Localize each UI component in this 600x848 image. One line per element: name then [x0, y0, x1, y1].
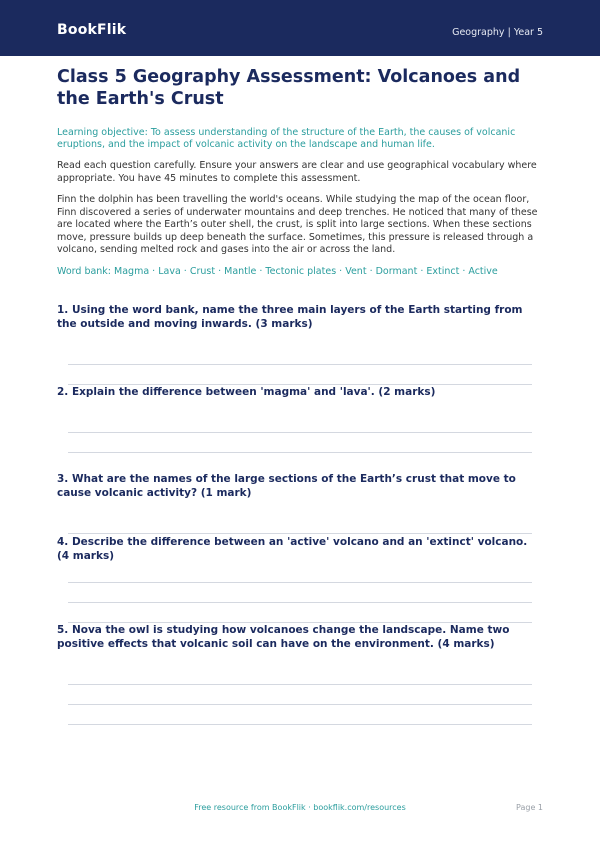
- footer-resource-link[interactable]: Free resource from BookFlik · bookflik.com/resources: [194, 803, 406, 812]
- meta-separator: |: [507, 27, 511, 38]
- question-1: 1. Using the word bank, name the three main layers of the Earth starting from the outside and moving inwards. (3 marks): [57, 304, 523, 330]
- page-number: Page 1: [516, 803, 543, 812]
- answer-line[interactable]: [68, 602, 532, 603]
- answer-line[interactable]: [68, 582, 532, 583]
- header-meta: [452, 27, 543, 38]
- answer-line[interactable]: [68, 684, 532, 685]
- word-bank: Word bank: Magma · Lava · Crust · Mantle · Tectonic plates · Vent · Dormant · Extinct · Active: [57, 265, 498, 277]
- brand-logo[interactable]: BookFlik: [57, 22, 127, 38]
- story-paragraph: Finn the dolphin has been travelling the world's oceans. While studying the map of the ocean floor, Finn discovered a series of underwater mountains and deep trenches. He noticed that many of these are located where the Earth’s outer shell, the crust, is split into large sections. When these sections move, pressure builds up deep beneath the surface. Sometimes, this pressure is released through a volcano, sending melted rock and gases into the air or across the land.: [57, 194, 538, 255]
- worksheet-content: [57, 66, 543, 277]
- year-label: Year 5: [513, 27, 543, 38]
- page-header: [0, 0, 600, 56]
- page-title: Class 5 Geography Assessment: Volcanoes and the Earth's Crust: [57, 67, 521, 109]
- question-3: 3. What are the names of the large sections of the Earth’s crust that move to cause volcanic activity? (1 mark): [57, 473, 516, 499]
- question-5: 5. Nova the owl is studying how volcanoes change the landscape. Name two positive effects that volcanic soil can have on the environment. (4 marks): [57, 624, 510, 650]
- question-2: 2. Explain the difference between 'magma' and 'lava'. (2 marks): [57, 386, 436, 398]
- subject-label: Geography: [452, 27, 505, 38]
- learning-objective: Learning objective: To assess understanding of the structure of the Earth, the causes of volcanic eruptions, and the impact of volcanic activity on the landscape and human life.: [57, 127, 516, 150]
- answer-line[interactable]: [68, 452, 532, 453]
- answer-line[interactable]: [68, 432, 532, 433]
- answer-line[interactable]: [68, 364, 532, 365]
- answer-line[interactable]: [68, 724, 532, 725]
- answer-line[interactable]: [68, 704, 532, 705]
- question-4: 4. Describe the difference between an 'active' volcano and an 'extinct' volcano. (4 marks): [57, 536, 528, 562]
- instructions-text: Read each question carefully. Ensure your answers are clear and use geographical vocabulary where appropriate. You have 45 minutes to complete this assessment.: [57, 160, 537, 184]
- answer-line[interactable]: [68, 533, 532, 534]
